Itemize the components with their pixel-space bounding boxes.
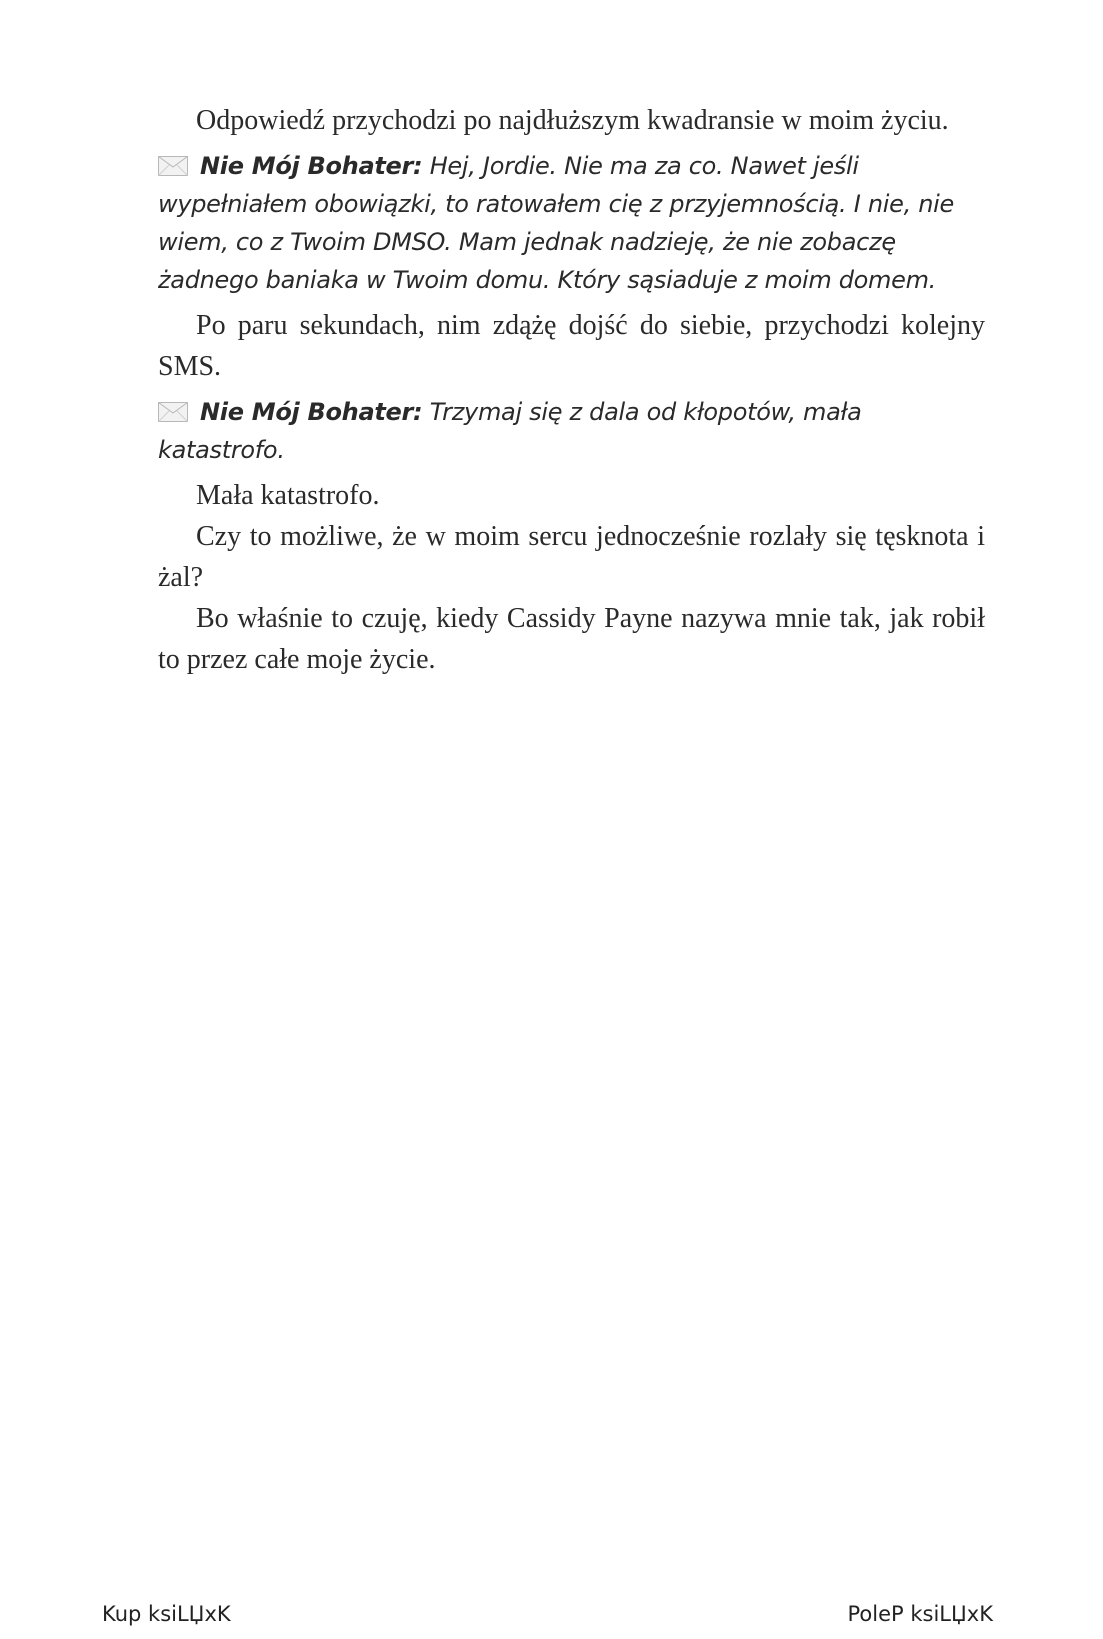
paragraph: Po paru sekundach, nim zdążę dojść do siebie, przychodzi kolejny SMS. [158,310,985,382]
sms-text: Hej, Jordie. Nie ma za co. Nawet jeśli wypełniałem obowiązki, to ratowałem cię z przyjemnością. I nie, nie wiem, co z Twoim DMSO. Mam jednak nadzieję, że nie zobaczę żadnego baniaka w Twoim domu. Który sąsiaduje z moim domem. [158,152,954,294]
sms-sender: Nie Mój Bohater: [200,398,423,426]
sms-sender: Nie Mój Bohater: [200,152,423,180]
buy-book-link[interactable]: Kup ksiLЏxK [102,1602,231,1626]
paragraph: Bo właśnie to czuję, kiedy Cassidy Payne nazywa mnie tak, jak robił to przez całe moje życie. [158,603,985,675]
sms-text: Trzymaj się z dala od kłopotów, mała katastrofo. [158,398,862,464]
paragraph: Odpowiedź przychodzi po najdłuższym kwadransie w moim życiu. [196,105,949,136]
recommend-book-link[interactable]: PoleP ksiLЏxK [847,1602,993,1626]
sms-message [158,393,985,469]
paragraph: Mała katastrofo. [196,480,380,511]
paragraph: Czy to możliwe, że w moim sercu jednocześnie rozlały się tęsknota i żal? [158,521,985,593]
envelope-icon [158,149,188,169]
sms-message [158,147,985,299]
envelope-icon [158,395,188,415]
body-text [158,100,985,680]
